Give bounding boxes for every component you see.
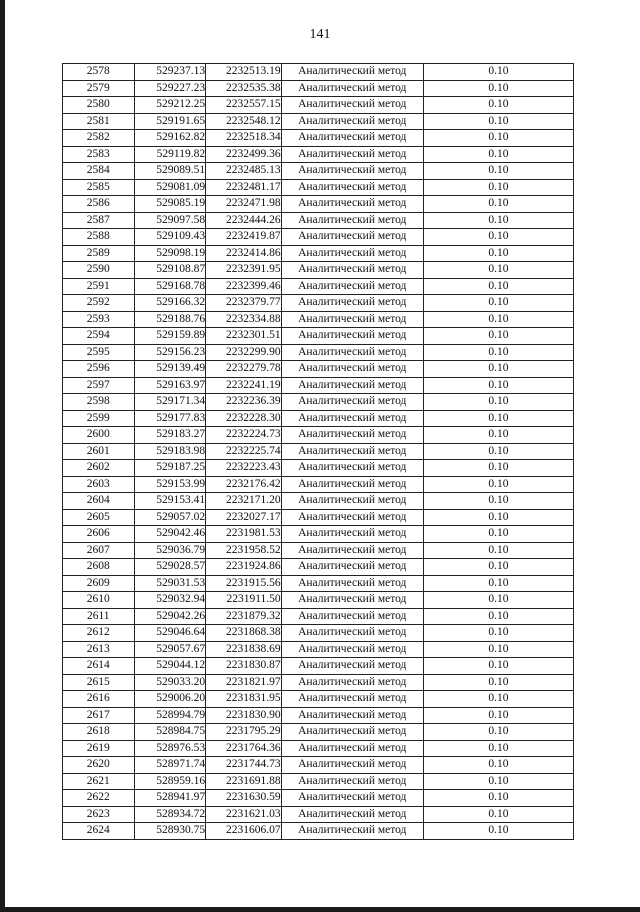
table-row [63, 724, 574, 741]
table-row [63, 344, 574, 361]
method-cell: Аналитический метод [281, 641, 423, 658]
method-cell: Аналитический метод [281, 691, 423, 708]
x-coordinate-cell: 528959.16 [134, 773, 206, 790]
accuracy-cell: 0.10 [423, 328, 573, 345]
y-coordinate-cell: 2232444.26 [206, 212, 282, 229]
table-row [63, 806, 574, 823]
method-cell: Аналитический метод [281, 410, 423, 427]
point-number-cell: 2587 [63, 212, 135, 229]
y-coordinate-cell: 2232481.17 [206, 179, 282, 196]
table-row [63, 295, 574, 312]
accuracy-cell: 0.10 [423, 229, 573, 246]
table-row [63, 113, 574, 130]
y-coordinate-cell: 2231764.36 [206, 740, 282, 757]
accuracy-cell: 0.10 [423, 509, 573, 526]
point-number-cell: 2578 [63, 64, 135, 81]
table-row [63, 179, 574, 196]
y-coordinate-cell: 2232513.19 [206, 64, 282, 81]
accuracy-cell: 0.10 [423, 790, 573, 807]
table-row [63, 64, 574, 81]
method-cell: Аналитический метод [281, 97, 423, 114]
coordinates-table [62, 63, 574, 840]
table-row [63, 674, 574, 691]
point-number-cell: 2622 [63, 790, 135, 807]
accuracy-cell: 0.10 [423, 707, 573, 724]
accuracy-cell: 0.10 [423, 344, 573, 361]
x-coordinate-cell: 529166.32 [134, 295, 206, 312]
y-coordinate-cell: 2231795.29 [206, 724, 282, 741]
table-row [63, 311, 574, 328]
accuracy-cell: 0.10 [423, 691, 573, 708]
accuracy-cell: 0.10 [423, 559, 573, 576]
point-number-cell: 2612 [63, 625, 135, 642]
point-number-cell: 2611 [63, 608, 135, 625]
point-number-cell: 2586 [63, 196, 135, 213]
table-row [63, 80, 574, 97]
accuracy-cell: 0.10 [423, 641, 573, 658]
accuracy-cell: 0.10 [423, 757, 573, 774]
accuracy-cell: 0.10 [423, 823, 573, 840]
x-coordinate-cell: 529177.83 [134, 410, 206, 427]
y-coordinate-cell: 2231915.56 [206, 575, 282, 592]
method-cell: Аналитический метод [281, 724, 423, 741]
accuracy-cell: 0.10 [423, 740, 573, 757]
y-coordinate-cell: 2232241.19 [206, 377, 282, 394]
accuracy-cell: 0.10 [423, 410, 573, 427]
x-coordinate-cell: 529033.20 [134, 674, 206, 691]
accuracy-cell: 0.10 [423, 724, 573, 741]
y-coordinate-cell: 2232224.73 [206, 427, 282, 444]
point-number-cell: 2595 [63, 344, 135, 361]
table-row [63, 641, 574, 658]
table-row [63, 740, 574, 757]
y-coordinate-cell: 2232399.46 [206, 278, 282, 295]
x-coordinate-cell: 529119.82 [134, 146, 206, 163]
x-coordinate-cell: 529042.46 [134, 526, 206, 543]
table-row [63, 245, 574, 262]
accuracy-cell: 0.10 [423, 608, 573, 625]
x-coordinate-cell: 529042.26 [134, 608, 206, 625]
accuracy-cell: 0.10 [423, 592, 573, 609]
method-cell: Аналитический метод [281, 163, 423, 180]
accuracy-cell: 0.10 [423, 278, 573, 295]
x-coordinate-cell: 528984.75 [134, 724, 206, 741]
point-number-cell: 2605 [63, 509, 135, 526]
y-coordinate-cell: 2232299.90 [206, 344, 282, 361]
method-cell: Аналитический метод [281, 80, 423, 97]
method-cell: Аналитический метод [281, 427, 423, 444]
table-row [63, 163, 574, 180]
method-cell: Аналитический метод [281, 64, 423, 81]
y-coordinate-cell: 2232223.43 [206, 460, 282, 477]
method-cell: Аналитический метод [281, 674, 423, 691]
point-number-cell: 2613 [63, 641, 135, 658]
method-cell: Аналитический метод [281, 245, 423, 262]
accuracy-cell: 0.10 [423, 64, 573, 81]
point-number-cell: 2601 [63, 443, 135, 460]
point-number-cell: 2588 [63, 229, 135, 246]
table-row [63, 196, 574, 213]
accuracy-cell: 0.10 [423, 245, 573, 262]
method-cell: Аналитический метод [281, 278, 423, 295]
y-coordinate-cell: 2231981.53 [206, 526, 282, 543]
method-cell: Аналитический метод [281, 526, 423, 543]
scan-left-border [0, 0, 5, 912]
method-cell: Аналитический метод [281, 196, 423, 213]
y-coordinate-cell: 2232471.98 [206, 196, 282, 213]
x-coordinate-cell: 529057.67 [134, 641, 206, 658]
x-coordinate-cell: 529162.82 [134, 130, 206, 147]
method-cell: Аналитический метод [281, 361, 423, 378]
table-row [63, 707, 574, 724]
point-number-cell: 2603 [63, 476, 135, 493]
y-coordinate-cell: 2232225.74 [206, 443, 282, 460]
y-coordinate-cell: 2231744.73 [206, 757, 282, 774]
y-coordinate-cell: 2232334.88 [206, 311, 282, 328]
accuracy-cell: 0.10 [423, 443, 573, 460]
x-coordinate-cell: 528941.97 [134, 790, 206, 807]
y-coordinate-cell: 2231691.88 [206, 773, 282, 790]
y-coordinate-cell: 2232301.51 [206, 328, 282, 345]
x-coordinate-cell: 529227.23 [134, 80, 206, 97]
accuracy-cell: 0.10 [423, 262, 573, 279]
table-row [63, 427, 574, 444]
method-cell: Аналитический метод [281, 806, 423, 823]
method-cell: Аналитический метод [281, 625, 423, 642]
x-coordinate-cell: 529006.20 [134, 691, 206, 708]
y-coordinate-cell: 2232379.77 [206, 295, 282, 312]
point-number-cell: 2594 [63, 328, 135, 345]
point-number-cell: 2623 [63, 806, 135, 823]
x-coordinate-cell: 529163.97 [134, 377, 206, 394]
accuracy-cell: 0.10 [423, 773, 573, 790]
x-coordinate-cell: 529032.94 [134, 592, 206, 609]
y-coordinate-cell: 2231911.50 [206, 592, 282, 609]
method-cell: Аналитический метод [281, 394, 423, 411]
x-coordinate-cell: 528934.72 [134, 806, 206, 823]
table-row [63, 773, 574, 790]
table-row [63, 146, 574, 163]
scan-bottom-border [0, 907, 640, 912]
method-cell: Аналитический метод [281, 113, 423, 130]
point-number-cell: 2604 [63, 493, 135, 510]
table-row [63, 823, 574, 840]
method-cell: Аналитический метод [281, 658, 423, 675]
x-coordinate-cell: 529109.43 [134, 229, 206, 246]
y-coordinate-cell: 2232176.42 [206, 476, 282, 493]
accuracy-cell: 0.10 [423, 311, 573, 328]
method-cell: Аналитический метод [281, 509, 423, 526]
x-coordinate-cell: 529237.13 [134, 64, 206, 81]
table-row [63, 443, 574, 460]
accuracy-cell: 0.10 [423, 476, 573, 493]
coordinates-table-body [63, 64, 574, 840]
y-coordinate-cell: 2231831.95 [206, 691, 282, 708]
y-coordinate-cell: 2232499.36 [206, 146, 282, 163]
method-cell: Аналитический метод [281, 773, 423, 790]
x-coordinate-cell: 529097.58 [134, 212, 206, 229]
y-coordinate-cell: 2231868.38 [206, 625, 282, 642]
point-number-cell: 2617 [63, 707, 135, 724]
point-number-cell: 2580 [63, 97, 135, 114]
accuracy-cell: 0.10 [423, 361, 573, 378]
accuracy-cell: 0.10 [423, 377, 573, 394]
point-number-cell: 2584 [63, 163, 135, 180]
accuracy-cell: 0.10 [423, 674, 573, 691]
table-row [63, 410, 574, 427]
accuracy-cell: 0.10 [423, 295, 573, 312]
method-cell: Аналитический метод [281, 295, 423, 312]
table-row [63, 790, 574, 807]
method-cell: Аналитический метод [281, 443, 423, 460]
method-cell: Аналитический метод [281, 575, 423, 592]
y-coordinate-cell: 2232485.13 [206, 163, 282, 180]
x-coordinate-cell: 529212.25 [134, 97, 206, 114]
table-row [63, 658, 574, 675]
accuracy-cell: 0.10 [423, 625, 573, 642]
accuracy-cell: 0.10 [423, 394, 573, 411]
table-row [63, 542, 574, 559]
method-cell: Аналитический метод [281, 790, 423, 807]
method-cell: Аналитический метод [281, 740, 423, 757]
point-number-cell: 2619 [63, 740, 135, 757]
method-cell: Аналитический метод [281, 542, 423, 559]
method-cell: Аналитический метод [281, 179, 423, 196]
method-cell: Аналитический метод [281, 823, 423, 840]
y-coordinate-cell: 2232535.38 [206, 80, 282, 97]
page-number: 141 [309, 27, 331, 42]
accuracy-cell: 0.10 [423, 575, 573, 592]
point-number-cell: 2596 [63, 361, 135, 378]
point-number-cell: 2585 [63, 179, 135, 196]
point-number-cell: 2600 [63, 427, 135, 444]
point-number-cell: 2602 [63, 460, 135, 477]
x-coordinate-cell: 528994.79 [134, 707, 206, 724]
y-coordinate-cell: 2231821.97 [206, 674, 282, 691]
accuracy-cell: 0.10 [423, 526, 573, 543]
method-cell: Аналитический метод [281, 344, 423, 361]
point-number-cell: 2589 [63, 245, 135, 262]
accuracy-cell: 0.10 [423, 196, 573, 213]
x-coordinate-cell: 529036.79 [134, 542, 206, 559]
point-number-cell: 2616 [63, 691, 135, 708]
point-number-cell: 2581 [63, 113, 135, 130]
point-number-cell: 2582 [63, 130, 135, 147]
table-row [63, 625, 574, 642]
x-coordinate-cell: 529183.27 [134, 427, 206, 444]
table-row [63, 592, 574, 609]
y-coordinate-cell: 2232228.30 [206, 410, 282, 427]
y-coordinate-cell: 2231838.69 [206, 641, 282, 658]
point-number-cell: 2621 [63, 773, 135, 790]
accuracy-cell: 0.10 [423, 113, 573, 130]
x-coordinate-cell: 529046.64 [134, 625, 206, 642]
point-number-cell: 2583 [63, 146, 135, 163]
table-row [63, 394, 574, 411]
accuracy-cell: 0.10 [423, 80, 573, 97]
y-coordinate-cell: 2232419.87 [206, 229, 282, 246]
point-number-cell: 2614 [63, 658, 135, 675]
method-cell: Аналитический метод [281, 311, 423, 328]
table-row [63, 361, 574, 378]
point-number-cell: 2609 [63, 575, 135, 592]
x-coordinate-cell: 528971.74 [134, 757, 206, 774]
accuracy-cell: 0.10 [423, 542, 573, 559]
y-coordinate-cell: 2231630.59 [206, 790, 282, 807]
y-coordinate-cell: 2232548.12 [206, 113, 282, 130]
accuracy-cell: 0.10 [423, 146, 573, 163]
point-number-cell: 2592 [63, 295, 135, 312]
y-coordinate-cell: 2232518.34 [206, 130, 282, 147]
method-cell: Аналитический метод [281, 212, 423, 229]
point-number-cell: 2590 [63, 262, 135, 279]
x-coordinate-cell: 529191.65 [134, 113, 206, 130]
accuracy-cell: 0.10 [423, 179, 573, 196]
y-coordinate-cell: 2232027.17 [206, 509, 282, 526]
y-coordinate-cell: 2232557.15 [206, 97, 282, 114]
y-coordinate-cell: 2232391.95 [206, 262, 282, 279]
accuracy-cell: 0.10 [423, 212, 573, 229]
method-cell: Аналитический метод [281, 476, 423, 493]
y-coordinate-cell: 2231879.32 [206, 608, 282, 625]
table-row [63, 130, 574, 147]
x-coordinate-cell: 529156.23 [134, 344, 206, 361]
y-coordinate-cell: 2232279.78 [206, 361, 282, 378]
method-cell: Аналитический метод [281, 146, 423, 163]
table-row [63, 212, 574, 229]
table-row [63, 493, 574, 510]
point-number-cell: 2607 [63, 542, 135, 559]
table-row [63, 509, 574, 526]
y-coordinate-cell: 2232171.20 [206, 493, 282, 510]
x-coordinate-cell: 529139.49 [134, 361, 206, 378]
y-coordinate-cell: 2232236.39 [206, 394, 282, 411]
accuracy-cell: 0.10 [423, 427, 573, 444]
point-number-cell: 2606 [63, 526, 135, 543]
point-number-cell: 2591 [63, 278, 135, 295]
y-coordinate-cell: 2231830.90 [206, 707, 282, 724]
method-cell: Аналитический метод [281, 559, 423, 576]
accuracy-cell: 0.10 [423, 97, 573, 114]
x-coordinate-cell: 529153.99 [134, 476, 206, 493]
method-cell: Аналитический метод [281, 262, 423, 279]
y-coordinate-cell: 2231924.86 [206, 559, 282, 576]
accuracy-cell: 0.10 [423, 460, 573, 477]
accuracy-cell: 0.10 [423, 658, 573, 675]
point-number-cell: 2599 [63, 410, 135, 427]
accuracy-cell: 0.10 [423, 130, 573, 147]
x-coordinate-cell: 529098.19 [134, 245, 206, 262]
table-row [63, 377, 574, 394]
accuracy-cell: 0.10 [423, 806, 573, 823]
y-coordinate-cell: 2232414.86 [206, 245, 282, 262]
method-cell: Аналитический метод [281, 229, 423, 246]
x-coordinate-cell: 529108.87 [134, 262, 206, 279]
method-cell: Аналитический метод [281, 757, 423, 774]
x-coordinate-cell: 529028.57 [134, 559, 206, 576]
table-row [63, 229, 574, 246]
x-coordinate-cell: 529159.89 [134, 328, 206, 345]
y-coordinate-cell: 2231830.87 [206, 658, 282, 675]
table-row [63, 559, 574, 576]
table-row [63, 476, 574, 493]
method-cell: Аналитический метод [281, 608, 423, 625]
y-coordinate-cell: 2231621.03 [206, 806, 282, 823]
y-coordinate-cell: 2231958.52 [206, 542, 282, 559]
table-row [63, 460, 574, 477]
point-number-cell: 2593 [63, 311, 135, 328]
accuracy-cell: 0.10 [423, 493, 573, 510]
table-row [63, 278, 574, 295]
point-number-cell: 2608 [63, 559, 135, 576]
point-number-cell: 2624 [63, 823, 135, 840]
x-coordinate-cell: 529171.34 [134, 394, 206, 411]
x-coordinate-cell: 529044.12 [134, 658, 206, 675]
point-number-cell: 2579 [63, 80, 135, 97]
accuracy-cell: 0.10 [423, 163, 573, 180]
table-row [63, 575, 574, 592]
x-coordinate-cell: 529089.51 [134, 163, 206, 180]
method-cell: Аналитический метод [281, 707, 423, 724]
x-coordinate-cell: 529081.09 [134, 179, 206, 196]
point-number-cell: 2618 [63, 724, 135, 741]
point-number-cell: 2615 [63, 674, 135, 691]
table-row [63, 757, 574, 774]
table-row [63, 691, 574, 708]
x-coordinate-cell: 529057.02 [134, 509, 206, 526]
table-row [63, 97, 574, 114]
table-row [63, 262, 574, 279]
x-coordinate-cell: 528976.53 [134, 740, 206, 757]
y-coordinate-cell: 2231606.07 [206, 823, 282, 840]
point-number-cell: 2598 [63, 394, 135, 411]
x-coordinate-cell: 529187.25 [134, 460, 206, 477]
x-coordinate-cell: 529153.41 [134, 493, 206, 510]
point-number-cell: 2610 [63, 592, 135, 609]
table-row [63, 328, 574, 345]
method-cell: Аналитический метод [281, 460, 423, 477]
method-cell: Аналитический метод [281, 592, 423, 609]
x-coordinate-cell: 529168.78 [134, 278, 206, 295]
x-coordinate-cell: 529031.53 [134, 575, 206, 592]
method-cell: Аналитический метод [281, 493, 423, 510]
x-coordinate-cell: 529188.76 [134, 311, 206, 328]
x-coordinate-cell: 528930.75 [134, 823, 206, 840]
method-cell: Аналитический метод [281, 377, 423, 394]
table-row [63, 526, 574, 543]
table-row [63, 608, 574, 625]
point-number-cell: 2620 [63, 757, 135, 774]
method-cell: Аналитический метод [281, 328, 423, 345]
point-number-cell: 2597 [63, 377, 135, 394]
method-cell: Аналитический метод [281, 130, 423, 147]
x-coordinate-cell: 529085.19 [134, 196, 206, 213]
x-coordinate-cell: 529183.98 [134, 443, 206, 460]
